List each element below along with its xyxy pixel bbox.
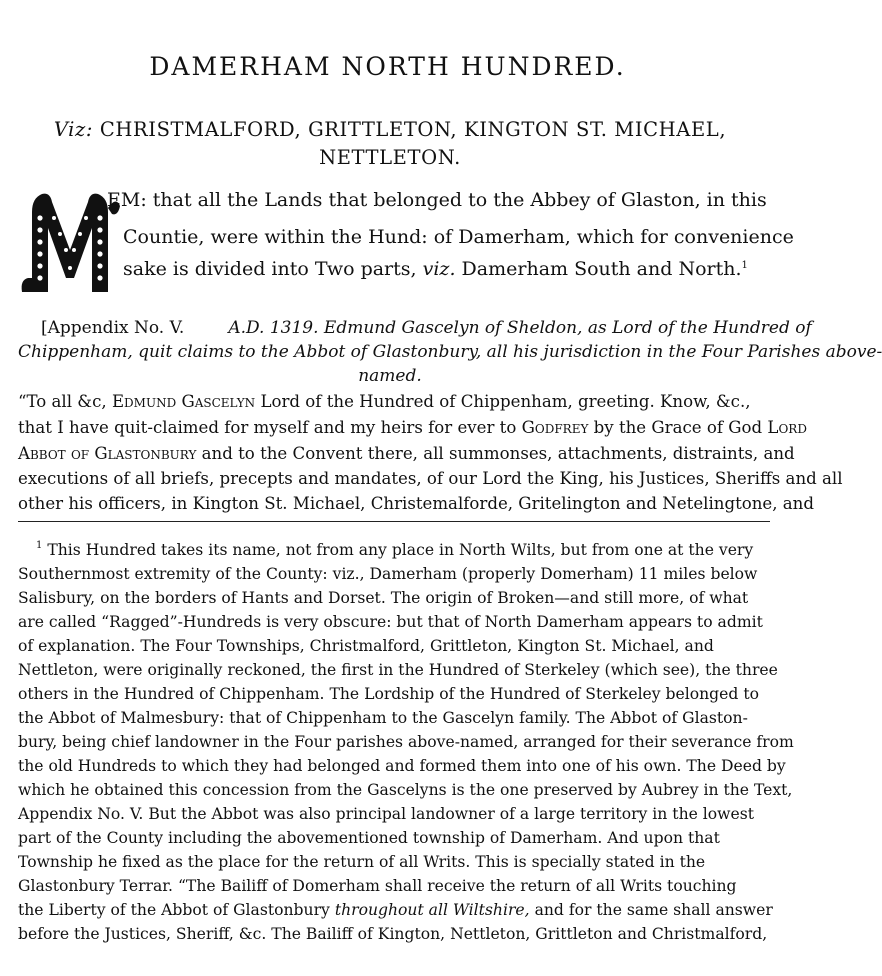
viz-parishes: CHRISTMALFORD, GRITTLETON, KINGTON ST. MICHAEL, <box>99 118 727 141</box>
appendix-heading-1: Edmund Gascelyn of Sheldon, as Lord of the Hundred of <box>323 318 812 338</box>
body-line-2: that I have quit-claimed for myself and my heirs for ever to Godfrey by the Grace of God Lord <box>18 418 807 437</box>
intro-line-1: EM: that all the Lands that belonged to the Abbey of Glaston, in this <box>107 189 767 211</box>
footnote-line-16: the Liberty of the Abbot of Glastonbury throughout all Wiltshire, and for the same shall answer <box>18 901 773 919</box>
footnote-divider <box>18 521 770 522</box>
appendix-ref: [Appendix No. V. <box>41 318 185 338</box>
footnote-line: others in the Hundred of Chippenham. The Lordship of the Hundred of Sterkeley belonged to <box>18 685 759 703</box>
dropcap-letter: M <box>18 188 20 189</box>
page-title: DAMERHAM NORTH HUNDRED. <box>149 52 626 81</box>
body-line-3: Abbot of Glastonbury and to the Convent there, all summonses, attachments, distraints, and <box>18 444 795 463</box>
footnote-line: the old Hundreds to which they had belonged and formed them into one of his own. The Deed by <box>18 757 786 775</box>
intro-line-2: Countie, were within the Hund: of Damerham, which for convenience <box>123 226 794 248</box>
intro-line-3-a: sake is divided into Two parts, <box>123 258 417 280</box>
footnote-line: Southernmost extremity of the County: viz., Damerham (properly Domerham) 11 miles below <box>18 565 758 583</box>
footnote-line: bury, being chief landowner in the Four parishes above-named, arranged for their severance from <box>18 733 794 751</box>
footnote-line: Glastonbury Terrar. “The Bailiff of Domerham shall receive the return of all Writs touching <box>18 877 737 895</box>
footnote-line: are called “Ragged”-Hundreds is very obscure: but that of North Damerham appears to admit <box>18 613 763 631</box>
appendix-heading-line-1 <box>41 317 812 339</box>
footnote-line: Township he fixed as the place for the return of all Writs. This is specially stated in the <box>18 853 706 871</box>
viz-label: Viz: <box>53 118 94 141</box>
appendix-heading-line-3: named. <box>358 366 422 386</box>
footnote-number: 1 <box>36 540 43 551</box>
body-line-4: executions of all briefs, precepts and mandates, of our Lord the King, his Justices, Sheriffs and all <box>18 469 843 488</box>
intro-line-3-c: Damerham South and North. <box>461 258 742 280</box>
viz-line-2: NETTLETON. <box>319 146 461 169</box>
appendix-heading-line-2: Chippenham, quit claims to the Abbot of Glastonbury, all his jurisdiction in the Four Parishes above- <box>18 342 882 362</box>
viz-line-1 <box>0 117 780 143</box>
footnote-line: the Abbot of Malmesbury: that of Chippenham to the Gascelyn family. The Abbot of Glaston- <box>18 709 748 727</box>
footnote-line: part of the County including the abovementioned township of Damerham. And upon that <box>18 829 720 847</box>
footnote-line: Salisbury, on the borders of Hants and Dorset. The origin of Broken—and still more, of what <box>18 589 749 607</box>
intro-line-3 <box>123 256 748 286</box>
name-edmund-gascelyn: Edmund Gascelyn <box>111 392 256 411</box>
appendix-date: A.D. 1319. <box>228 318 319 338</box>
intro-viz: viz. <box>422 258 456 280</box>
name-godfrey: Godfrey <box>521 418 589 437</box>
body-line-5: other his officers, in Kington St. Michael, Christemalforde, Gritelington and Netelingtone, and <box>18 494 814 513</box>
footnote-line-1: $^1$ This Hundred takes its name, not from any place in North Wilts, but from one at the very <box>36 540 754 559</box>
title-lord: Lord <box>767 418 807 437</box>
title-abbot: Abbot of Glastonbury <box>18 444 197 463</box>
footnote-line-17: before the Justices, Sheriff, &c. The Bailiff of Kington, Nettleton, Grittleton and Christmalford, <box>18 925 768 943</box>
footnote-line: Appendix No. V. But the Abbot was also principal landowner of a large territory in the lowest <box>18 805 755 823</box>
footnote-line: of explanation. The Four Townships, Christmalford, Grittleton, Kington St. Michael, and <box>18 637 714 655</box>
body-line-1: “To all &c, Edmund Gascelyn Lord of the Hundred of Chippenham, greeting. Know, &c., <box>18 392 751 411</box>
footnote-marker: 1 <box>741 260 748 271</box>
footnote-line: which he obtained this concession from the Gascelyns is the one preserved by Aubrey in the Text, <box>18 781 793 799</box>
footnote-line: Nettleton, were originally reckoned, the first in the Hundred of Sterkeley (which see), the three <box>18 661 778 679</box>
